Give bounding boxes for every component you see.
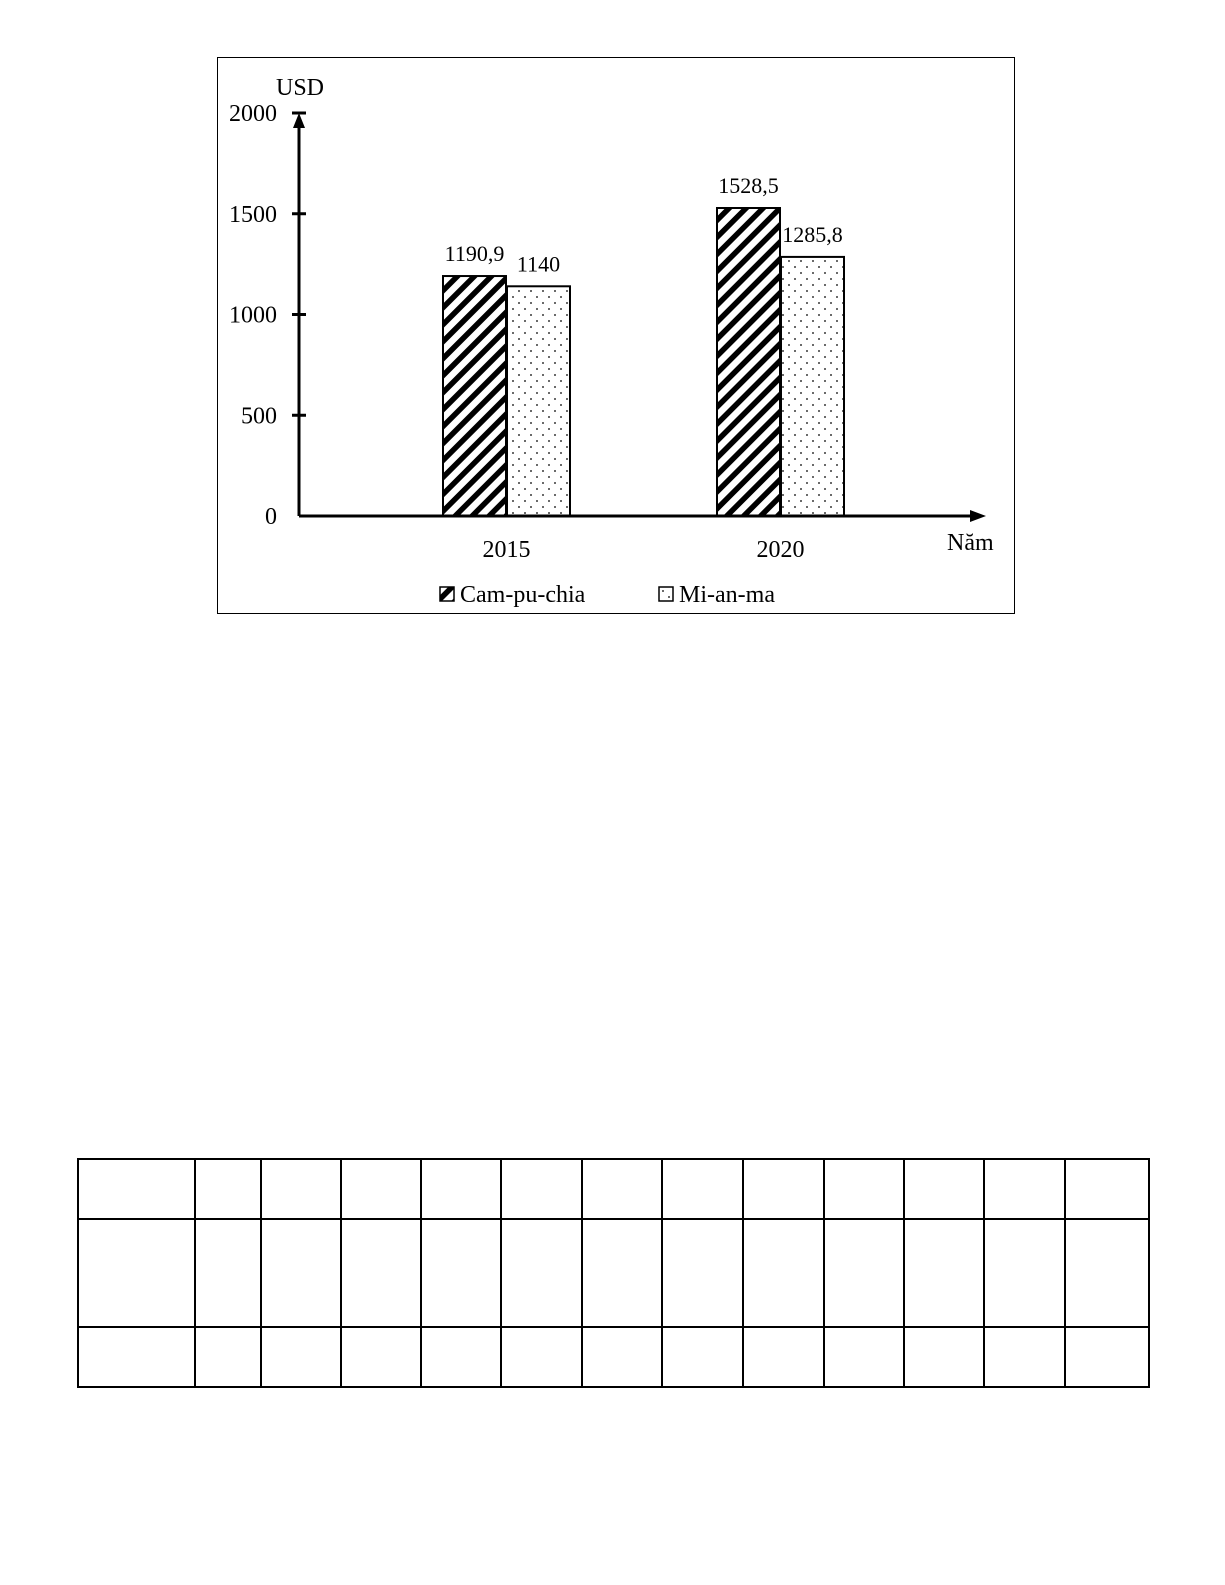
legend-swatch-cam-pu-chia — [440, 587, 454, 601]
x-tick-label-2015: 2015 — [482, 537, 531, 563]
table-cell — [261, 1327, 341, 1387]
table-cell — [904, 1327, 984, 1387]
data-label-mi-an-ma-2015: 1140 — [516, 251, 561, 277]
chart-border — [218, 58, 1015, 614]
table-cell — [904, 1219, 984, 1327]
data-label-mi-an-ma-2020: 1285,8 — [782, 221, 843, 247]
table-cell — [824, 1159, 904, 1219]
table-cell — [582, 1159, 662, 1219]
y-tick-label-0: 0 — [265, 504, 277, 530]
table-cell — [261, 1219, 341, 1327]
table-cell — [501, 1327, 582, 1387]
y-tick-label-1000: 1000 — [229, 302, 277, 329]
legend-label-cam-pu-chia: Cam-pu-chia — [460, 582, 586, 608]
table-cell — [421, 1159, 501, 1219]
table-cell — [904, 1159, 984, 1219]
table-cell — [662, 1159, 743, 1219]
table-cell — [195, 1159, 261, 1219]
table-cell — [743, 1159, 824, 1219]
table-row — [78, 1219, 1149, 1327]
table-cell — [984, 1219, 1065, 1327]
table-cell — [78, 1159, 195, 1219]
y-tick-label-500: 500 — [241, 403, 277, 430]
table-cell — [78, 1219, 195, 1327]
table-cell — [421, 1219, 501, 1327]
bar-mi-an-ma-2015 — [507, 286, 570, 516]
data-label-cam-pu-chia-2015: 1190,9 — [444, 241, 505, 267]
table-cell — [824, 1327, 904, 1387]
legend-label-mi-an-ma: Mi-an-ma — [679, 582, 775, 608]
table-cell — [824, 1219, 904, 1327]
table-row — [78, 1327, 1149, 1387]
table-cell — [195, 1219, 261, 1327]
y-axis-label: USD — [276, 75, 325, 101]
table-cell — [341, 1219, 421, 1327]
table-cell — [341, 1159, 421, 1219]
table-cell — [984, 1159, 1065, 1219]
table-cell — [1065, 1327, 1149, 1387]
table-cell — [743, 1219, 824, 1327]
table-cell — [1065, 1219, 1149, 1327]
table-cell — [341, 1327, 421, 1387]
table-cell — [582, 1327, 662, 1387]
y-tick-label-2000: 2000 — [229, 101, 277, 127]
bar-cam-pu-chia-2015 — [443, 276, 506, 516]
table-cell — [501, 1219, 582, 1327]
table-cell — [78, 1327, 195, 1387]
table-cell — [501, 1159, 582, 1219]
table-cell — [261, 1159, 341, 1219]
y-tick-label-1500: 1500 — [229, 201, 277, 228]
legend-swatch-mi-an-ma — [659, 587, 673, 601]
data-label-cam-pu-chia-2020: 1528,5 — [718, 173, 779, 199]
x-axis-label: Năm — [947, 530, 994, 556]
table-cell — [582, 1219, 662, 1327]
table-cell — [662, 1219, 743, 1327]
table-cell — [421, 1327, 501, 1387]
bar-chart — [0, 0, 1225, 640]
bar-mi-an-ma-2020 — [781, 257, 844, 516]
table-cell — [195, 1327, 261, 1387]
x-tick-label-2020: 2020 — [756, 537, 805, 563]
table-cell — [984, 1327, 1065, 1387]
answer-table — [77, 1158, 1150, 1388]
table-row — [78, 1159, 1149, 1219]
bar-cam-pu-chia-2020 — [717, 208, 780, 516]
table-cell — [662, 1327, 743, 1387]
table-cell — [743, 1327, 824, 1387]
table-cell — [1065, 1159, 1149, 1219]
